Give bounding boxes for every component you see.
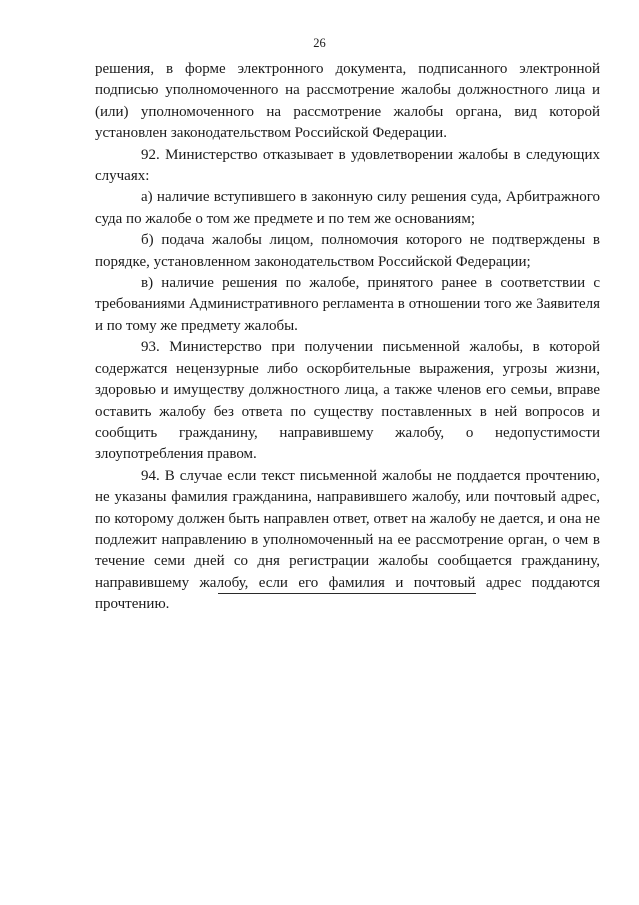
document-body [95,59,600,616]
paragraph-94: 94. В случае если текст письменной жалобы не поддается прочтению, не указаны фамилия гражданина, направившего жалобу, или почтовый адрес, по которому должен быть направлен ответ, ответ на жалобу не дается, и она не подлежит направлению в уполномоченный на ее рассмотрение орган, о чем в течение семи дней со дня регистрации жалобы сообщается гражданину, направившему жалобу, если его фамилия и почтовый адрес поддаются прочтению. [95,467,600,613]
paragraph-continuation: решения, в форме электронного документа, подписанного электронной подписью уполномоченного на рассмотрение жалобы должностного лица и (или) уполномоченного на рассмотрение жалобы органа, вид которой установлен законодательством Российской Федерации. [95,61,600,142]
paragraph-92: 92. Министерство отказывает в удовлетворении жалобы в следующих случаях: [95,146,600,185]
paragraph-93: 93. Министерство при получении письменной жалобы, в которой содержатся нецензурные либо оскорбительные выражения, угрозы жизни, здоровью и имуществу должностного лица, а также членов его семьи, вправе оставить жалобу без ответа по существу поставленных в ней вопросов и сообщить гражданину, направившему жалобу, о недопустимости злоупотребления правом. [95,339,600,463]
paragraph-92-a: а) наличие вступившего в законную силу решения суда, Арбитражного суда по жалобе о том же предмете и по тем же основаниям; [95,189,600,227]
paragraph-92-c: в) наличие решения по жалобе, принятого ранее в соответствии с требованиями Административного регламента в отношении того же Заявителя и по тому же предмету жалобы. [95,275,600,334]
paragraph-92-b: б) подача жалобы лицом, полномочия которого не подтверждены в порядке, установленном законодательством Российской Федерации; [95,232,600,270]
end-separator-line [218,593,476,594]
page-number: 26 [313,36,326,50]
